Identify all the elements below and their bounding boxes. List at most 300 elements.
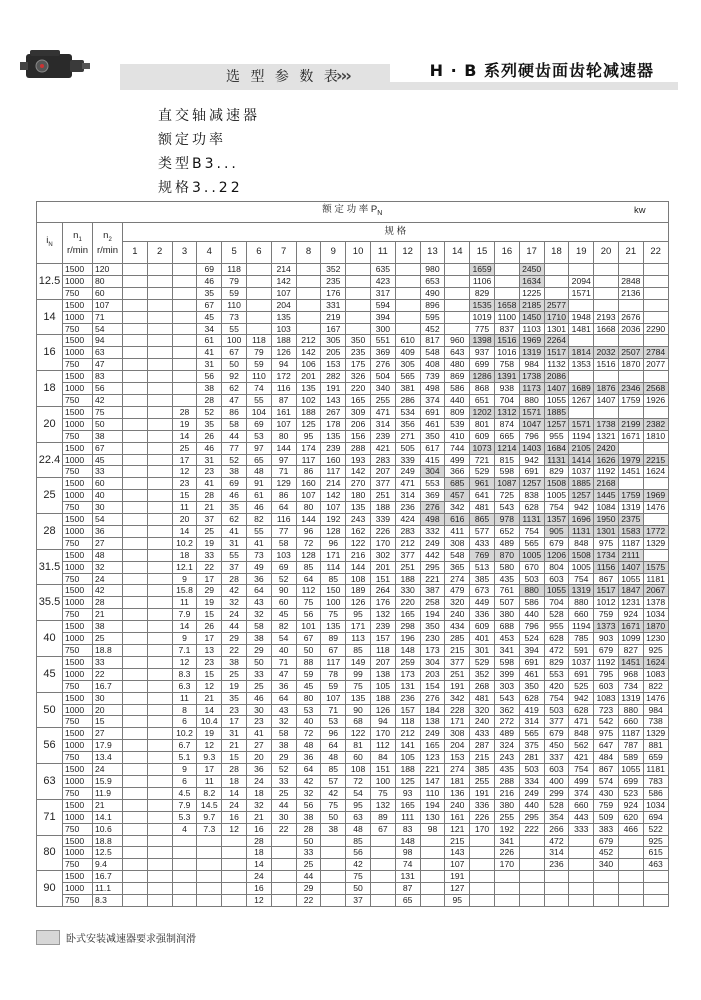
- n1-cell: 750: [63, 823, 93, 835]
- power-cell: [123, 561, 148, 573]
- power-cell: 43: [271, 704, 296, 716]
- power-cell: 1671: [618, 621, 643, 633]
- power-cell: [445, 311, 470, 323]
- power-cell: 721: [470, 454, 495, 466]
- power-cell: 48: [246, 466, 271, 478]
- power-cell: 341: [494, 835, 519, 847]
- n2-cell: 67: [93, 442, 123, 454]
- power-cell: 97: [246, 442, 271, 454]
- power-cell: 434: [445, 621, 470, 633]
- power-cell: [147, 787, 172, 799]
- power-cell: 880: [519, 585, 544, 597]
- power-cell: 52: [222, 454, 247, 466]
- power-cell: 12: [246, 895, 271, 907]
- power-cell: 68: [346, 716, 371, 728]
- power-cell: 50: [246, 656, 271, 668]
- power-cell: 340: [370, 383, 395, 395]
- power-cell: [123, 502, 148, 514]
- power-cell: 85: [321, 573, 346, 585]
- power-cell: 5.1: [172, 752, 197, 764]
- power-cell: 340: [594, 859, 619, 871]
- n2-cell: 30: [93, 502, 123, 514]
- power-cell: 255: [494, 811, 519, 823]
- power-cell: 829: [470, 287, 495, 299]
- power-cell: [470, 883, 495, 895]
- power-cell: 14: [172, 430, 197, 442]
- power-cell: 98: [395, 847, 420, 859]
- power-cell: 1055: [618, 573, 643, 585]
- size-header-22: 22: [643, 242, 668, 264]
- power-cell: 984: [643, 704, 668, 716]
- power-cell: [123, 335, 148, 347]
- power-cell: 822: [643, 680, 668, 692]
- power-cell: 401: [470, 633, 495, 645]
- power-cell: 288: [494, 775, 519, 787]
- power-cell: 643: [445, 347, 470, 359]
- power-cell: 1319: [618, 502, 643, 514]
- power-cell: 95: [346, 609, 371, 621]
- power-cell: 2676: [618, 311, 643, 323]
- power-cell: [296, 323, 321, 335]
- power-cell: [346, 299, 371, 311]
- n1-header: $n_1$ r/min: [63, 223, 93, 264]
- power-cell: 1055: [544, 585, 569, 597]
- power-cell: 226: [370, 525, 395, 537]
- power-cell: 440: [445, 394, 470, 406]
- power-cell: 1231: [618, 597, 643, 609]
- power-cell: 6: [172, 775, 197, 787]
- power-cell: 24: [246, 871, 271, 883]
- power-cell: 77: [271, 525, 296, 537]
- power-cell: [172, 347, 197, 359]
- power-cell: 2086: [544, 371, 569, 383]
- power-cell: 24: [246, 775, 271, 787]
- power-cell: [643, 311, 668, 323]
- power-cell: 1286: [470, 371, 495, 383]
- power-cell: 421: [569, 752, 594, 764]
- power-cell: 48: [346, 823, 371, 835]
- power-cell: [395, 311, 420, 323]
- power-cell: 67: [321, 645, 346, 657]
- power-cell: 21: [197, 502, 222, 514]
- power-cell: 41: [197, 347, 222, 359]
- power-cell: 21: [197, 692, 222, 704]
- size-header-5: 5: [222, 242, 247, 264]
- power-cell: 18: [246, 787, 271, 799]
- power-cell: 679: [594, 645, 619, 657]
- power-cell: 1187: [618, 728, 643, 740]
- power-cell: 85: [346, 645, 371, 657]
- size-header-14: 14: [445, 242, 470, 264]
- power-cell: [544, 264, 569, 276]
- power-cell: 443: [569, 811, 594, 823]
- power-cell: 142: [296, 347, 321, 359]
- power-cell: 156: [346, 430, 371, 442]
- power-cell: 28: [246, 835, 271, 847]
- power-cell: 848: [569, 537, 594, 549]
- power-cell: 67: [222, 347, 247, 359]
- power-cell: 2848: [618, 275, 643, 287]
- power-cell: 787: [618, 740, 643, 752]
- power-cell: [123, 442, 148, 454]
- power-cell: 598: [494, 466, 519, 478]
- power-cell: 19: [197, 597, 222, 609]
- power-cell: 112: [370, 740, 395, 752]
- power-cell: 49: [246, 561, 271, 573]
- power-cell: 78: [321, 668, 346, 680]
- power-cell: 2185: [519, 299, 544, 311]
- table-row: [37, 549, 669, 561]
- power-cell: 1100: [494, 311, 519, 323]
- power-cell: 56: [346, 847, 371, 859]
- power-cell: 1321: [594, 430, 619, 442]
- power-cell: 42: [296, 775, 321, 787]
- power-cell: 69: [197, 264, 222, 276]
- power-cell: 23: [222, 704, 247, 716]
- power-cell: 815: [494, 454, 519, 466]
- power-cell: 24: [222, 799, 247, 811]
- power-cell: 548: [445, 549, 470, 561]
- title-cell: [37, 202, 669, 223]
- power-cell: 108: [346, 764, 371, 776]
- power-cell: 138: [420, 716, 445, 728]
- n2-cell: 12.5: [93, 847, 123, 859]
- power-cell: 1055: [618, 764, 643, 776]
- power-cell: 191: [445, 871, 470, 883]
- power-cell: [618, 859, 643, 871]
- size-header-16: 16: [494, 242, 519, 264]
- power-cell: 88: [296, 656, 321, 668]
- power-cell: 95: [346, 799, 371, 811]
- power-cell: [123, 740, 148, 752]
- power-cell: 1192: [594, 656, 619, 668]
- size-label-row: [37, 223, 669, 242]
- power-cell: [197, 835, 222, 847]
- power-cell: 880: [519, 394, 544, 406]
- power-cell: [569, 895, 594, 907]
- n1-cell: 750: [63, 287, 93, 299]
- power-cell: [123, 799, 148, 811]
- power-cell: [123, 585, 148, 597]
- gear-reducer-logo-icon: [20, 48, 92, 82]
- power-cell: 754: [519, 525, 544, 537]
- power-cell: [123, 264, 148, 276]
- power-cell: 96: [321, 728, 346, 740]
- power-cell: 17: [222, 716, 247, 728]
- power-cell: 809: [445, 406, 470, 418]
- power-cell: 50: [222, 359, 247, 371]
- table-row: [37, 371, 669, 383]
- n1-cell: 1000: [63, 454, 93, 466]
- power-cell: 106: [296, 359, 321, 371]
- power-cell: 38: [321, 823, 346, 835]
- power-cell: 25: [197, 525, 222, 537]
- n1-cell: 1500: [63, 299, 93, 311]
- power-cell: 565: [519, 728, 544, 740]
- power-cell: 44: [271, 799, 296, 811]
- power-cell: 1885: [569, 478, 594, 490]
- power-cell: 173: [395, 668, 420, 680]
- power-cell: 167: [321, 323, 346, 335]
- power-cell: 160: [296, 478, 321, 490]
- power-cell: 408: [420, 359, 445, 371]
- power-cell: [172, 871, 197, 883]
- power-cell: 116: [271, 383, 296, 395]
- power-cell: [197, 859, 222, 871]
- power-cell: 16: [246, 883, 271, 895]
- power-cell: 236: [395, 502, 420, 514]
- n1-cell: 1500: [63, 764, 93, 776]
- power-cell: 1378: [643, 597, 668, 609]
- power-cell: 52: [271, 573, 296, 585]
- power-cell: 304: [420, 466, 445, 478]
- n2-cell: 33: [93, 656, 123, 668]
- power-cell: 1738: [594, 418, 619, 430]
- power-cell: 603: [544, 764, 569, 776]
- power-cell: 132: [370, 609, 395, 621]
- power-cell: 28: [197, 394, 222, 406]
- power-cell: 1476: [643, 502, 668, 514]
- power-cell: 1257: [519, 478, 544, 490]
- power-cell: [544, 895, 569, 907]
- intro-line-1: 直交轴减速器: [158, 108, 260, 124]
- power-cell: 377: [544, 716, 569, 728]
- power-cell: [420, 847, 445, 859]
- n2-cell: 120: [93, 264, 123, 276]
- power-cell: 504: [370, 371, 395, 383]
- n2-cell: 9.4: [93, 859, 123, 871]
- power-cell: [147, 847, 172, 859]
- n2-cell: 21: [93, 799, 123, 811]
- power-cell: 435: [494, 573, 519, 585]
- power-cell: 694: [643, 811, 668, 823]
- power-cell: 505: [395, 442, 420, 454]
- power-cell: [296, 287, 321, 299]
- power-cell: [594, 371, 619, 383]
- power-cell: 377: [445, 656, 470, 668]
- table-row: [37, 847, 669, 859]
- table-row: [37, 442, 669, 454]
- power-cell: 188: [370, 692, 395, 704]
- power-cell: [147, 490, 172, 502]
- unit-label: kw: [633, 205, 646, 216]
- power-cell: [445, 275, 470, 287]
- power-cell: 64: [296, 764, 321, 776]
- power-cell: [123, 609, 148, 621]
- power-cell: [123, 466, 148, 478]
- power-cell: 191: [470, 787, 495, 799]
- power-cell: 282: [321, 371, 346, 383]
- power-cell: 1329: [643, 728, 668, 740]
- power-cell: 679: [544, 537, 569, 549]
- power-cell: 32: [246, 609, 271, 621]
- power-cell: 59: [246, 359, 271, 371]
- power-cell: 52: [197, 406, 222, 418]
- power-cell: 452: [420, 323, 445, 335]
- power-cell: 565: [519, 537, 544, 549]
- power-cell: [643, 371, 668, 383]
- power-cell: [123, 537, 148, 549]
- power-cell: [172, 275, 197, 287]
- power-cell: [147, 799, 172, 811]
- power-cell: 539: [445, 418, 470, 430]
- power-cell: 56: [296, 609, 321, 621]
- power-cell: [147, 311, 172, 323]
- n1-cell: 750: [63, 502, 93, 514]
- power-cell: [147, 561, 172, 573]
- power-cell: 23: [172, 478, 197, 490]
- power-cell: [147, 478, 172, 490]
- power-cell: [172, 394, 197, 406]
- power-cell: [123, 514, 148, 526]
- power-cell: 59: [222, 287, 247, 299]
- power-cell: [147, 811, 172, 823]
- power-cell: [643, 478, 668, 490]
- power-cell: 249: [420, 728, 445, 740]
- power-cell: 723: [594, 704, 619, 716]
- size-header-8: 8: [296, 242, 321, 264]
- power-cell: [420, 883, 445, 895]
- power-cell: 35: [222, 502, 247, 514]
- power-cell: 754: [544, 692, 569, 704]
- table-row: [37, 335, 669, 347]
- power-cell: [123, 895, 148, 907]
- power-cell: 111: [395, 811, 420, 823]
- power-cell: 628: [569, 704, 594, 716]
- power-cell: 84: [370, 752, 395, 764]
- power-cell: 617: [420, 442, 445, 454]
- power-cell: 59: [296, 668, 321, 680]
- n2-cell: 24: [93, 573, 123, 585]
- power-cell: 829: [544, 466, 569, 478]
- power-cell: 603: [544, 573, 569, 585]
- power-cell: [643, 406, 668, 418]
- power-cell: 503: [544, 704, 569, 716]
- ratio-cell: 12.5: [37, 264, 63, 300]
- power-cell: [470, 895, 495, 907]
- n1-cell: 750: [63, 680, 93, 692]
- power-cell: 489: [494, 537, 519, 549]
- power-cell: 15: [222, 752, 247, 764]
- power-cell: 295: [420, 561, 445, 573]
- power-cell: [643, 871, 668, 883]
- power-cell: 31: [197, 454, 222, 466]
- power-cell: 400: [544, 775, 569, 787]
- power-cell: 192: [494, 823, 519, 835]
- power-cell: 75: [346, 871, 371, 883]
- power-cell: 6.7: [172, 740, 197, 752]
- power-cell: 29: [246, 645, 271, 657]
- power-cell: 72: [346, 775, 371, 787]
- power-cell: 204: [445, 740, 470, 752]
- table-row: [37, 525, 669, 537]
- table-row: [37, 728, 669, 740]
- power-cell: 375: [519, 740, 544, 752]
- power-cell: 37: [222, 561, 247, 573]
- n1-cell: 1500: [63, 335, 93, 347]
- power-cell: 37: [346, 895, 371, 907]
- power-cell: [594, 883, 619, 895]
- power-cell: 147: [420, 775, 445, 787]
- power-cell: 12.1: [172, 561, 197, 573]
- power-cell: 53: [321, 716, 346, 728]
- power-cell: 1571: [569, 287, 594, 299]
- power-cell: 937: [470, 347, 495, 359]
- power-cell: [271, 895, 296, 907]
- power-cell: 1926: [643, 394, 668, 406]
- power-cell: 410: [445, 430, 470, 442]
- power-cell: 9: [172, 633, 197, 645]
- power-cell: 25: [222, 668, 247, 680]
- power-cell: 15: [172, 490, 197, 502]
- table-row: [37, 871, 669, 883]
- power-cell: 71: [271, 656, 296, 668]
- table-row: [37, 585, 669, 597]
- power-cell: 99: [346, 668, 371, 680]
- power-cell: 283: [370, 454, 395, 466]
- ratio-cell: 80: [37, 835, 63, 871]
- power-cell: 387: [420, 585, 445, 597]
- power-cell: 264: [370, 585, 395, 597]
- power-cell: [147, 680, 172, 692]
- power-cell: [147, 740, 172, 752]
- power-cell: 309: [346, 406, 371, 418]
- power-cell: 80: [296, 502, 321, 514]
- power-cell: 173: [420, 645, 445, 657]
- power-cell: 2450: [519, 264, 544, 276]
- power-cell: 221: [420, 764, 445, 776]
- power-cell: 215: [445, 645, 470, 657]
- power-cell: [147, 716, 172, 728]
- power-cell: 503: [519, 764, 544, 776]
- power-cell: 125: [395, 775, 420, 787]
- power-cell: 283: [395, 525, 420, 537]
- power-cell: [618, 847, 643, 859]
- table-row: [37, 454, 669, 466]
- power-cell: 74: [395, 859, 420, 871]
- power-cell: 385: [470, 764, 495, 776]
- power-cell: [172, 299, 197, 311]
- power-cell: 421: [370, 442, 395, 454]
- power-cell: 101: [296, 621, 321, 633]
- power-cell: [123, 656, 148, 668]
- power-cell: 754: [569, 764, 594, 776]
- table-row: [37, 561, 669, 573]
- power-cell: 314: [519, 716, 544, 728]
- power-cell: 249: [519, 787, 544, 799]
- power-cell: 176: [370, 597, 395, 609]
- power-cell: [296, 275, 321, 287]
- power-cell: [370, 847, 395, 859]
- power-cell: 239: [370, 430, 395, 442]
- size-header-2: 2: [147, 242, 172, 264]
- power-cell: [494, 287, 519, 299]
- power-cell: 471: [395, 478, 420, 490]
- power-cell: 255: [470, 775, 495, 787]
- table-row: [37, 394, 669, 406]
- power-cell: 55: [222, 549, 247, 561]
- power-cell: 55: [222, 323, 247, 335]
- power-cell: 220: [395, 597, 420, 609]
- ratio-cell: 63: [37, 764, 63, 800]
- power-cell: 652: [494, 525, 519, 537]
- power-cell: [197, 871, 222, 883]
- power-cell: 978: [494, 514, 519, 526]
- power-cell: 362: [494, 704, 519, 716]
- power-cell: 865: [470, 514, 495, 526]
- power-cell: [519, 883, 544, 895]
- table-row: [37, 275, 669, 287]
